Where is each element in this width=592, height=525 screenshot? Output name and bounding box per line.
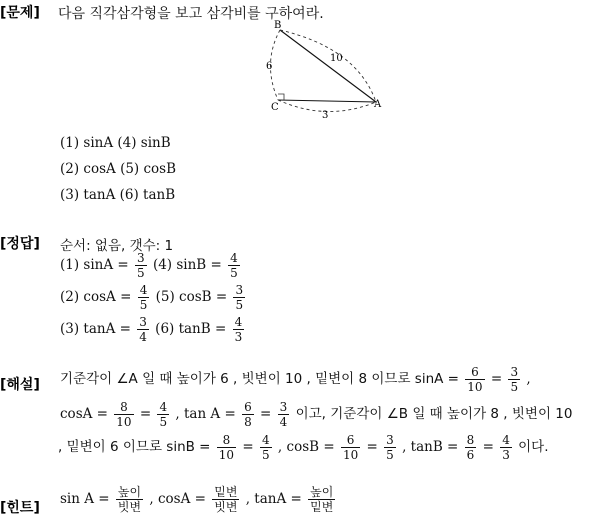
- explanation-line-2: [60, 401, 573, 428]
- explanation-2-frac-d: $\frac{3}{4}$: [279, 400, 288, 429]
- explanation-line-1: [60, 366, 531, 393]
- base-line: [278, 100, 376, 102]
- explanation-1-eq: =: [490, 371, 503, 387]
- explanation-3-frac-d: $\frac{3}{5}$: [386, 433, 394, 462]
- explanation-1-frac-b: $\frac{3}{5}$: [510, 365, 519, 394]
- explanation-3-text-b: , cosB =: [277, 439, 335, 455]
- explanation-3-frac-e: $\frac{8}{6}$: [466, 433, 475, 462]
- explanation-3-frac-c: $\frac{6}{10}$: [342, 433, 359, 462]
- problem-item-2: (2) cosA (5) cosB: [60, 161, 177, 177]
- side-label-base: 3: [322, 110, 329, 120]
- answer-2-fraction: $\frac{4}{5}$: [139, 283, 148, 312]
- explanation-3-frac-b: $\frac{4}{5}$: [261, 433, 270, 462]
- vertex-label-c: C: [271, 102, 279, 113]
- problem-item-1: (1) sinA (4) sinB: [60, 135, 171, 151]
- explanation-2-eq-a: =: [139, 406, 152, 422]
- answer-5-fraction: $\frac{3}{5}$: [235, 283, 244, 312]
- explanation-3-text-c: , tanB =: [402, 439, 459, 455]
- explanation-tag: [해설]: [0, 377, 40, 393]
- explanation-1-tail: ,: [526, 371, 531, 387]
- answer-3-fraction: $\frac{3}{4}$: [139, 315, 147, 344]
- side-label-vertical: 6: [266, 61, 273, 72]
- explanation-3-frac-a: $\frac{8}{10}$: [218, 433, 235, 462]
- answer-row-2: [60, 284, 247, 311]
- answer-1-fraction: $\frac{3}{5}$: [137, 251, 145, 280]
- explanation-2-text-c: 이고, 기준각이 ∠B 일 때 높이가 8 , 빗변이 10: [295, 406, 573, 422]
- problem-instruction: 다음 직각삼각형을 보고 삼각비를 구하여라.: [58, 6, 324, 22]
- hint-tan-fraction: $\frac{\text{높이}}{\text{밑변}}$: [310, 485, 334, 514]
- vertex-label-b: B: [274, 20, 282, 31]
- hint-sin-fraction: $\frac{\text{높이}}{\text{빗변}}$: [117, 485, 142, 514]
- answer-tag: [정답]: [0, 236, 40, 252]
- explanation-3-frac-f: $\frac{4}{3}$: [502, 433, 510, 462]
- explanation-2-frac-c: $\frac{6}{8}$: [244, 400, 252, 429]
- explanation-2-frac-a: $\frac{8}{10}$: [116, 400, 132, 429]
- hint-tan-label: , tanA =: [245, 491, 302, 507]
- explanation-2-text-b: , tan A =: [175, 406, 236, 422]
- answer-row-3: [60, 316, 246, 343]
- explanation-3-eq-a: =: [242, 439, 254, 455]
- vertex-label-a: A: [374, 99, 382, 110]
- explanation-3-eq-c: =: [482, 439, 494, 455]
- answer-2-label: (2) cosA =: [60, 289, 132, 305]
- problem-tag: [문제]: [0, 5, 40, 21]
- right-angle-mark: [278, 94, 284, 100]
- explanation-2-eq-b: =: [260, 406, 272, 422]
- answer-meta: 순서: 없음, 갯수: 1: [60, 238, 174, 254]
- hint-cos-label: , cosA =: [149, 491, 206, 507]
- explanation-2-text-a: cosA =: [60, 406, 108, 422]
- answer-6-fraction: $\frac{4}{3}$: [234, 315, 243, 344]
- hint-cos-fraction: $\frac{\text{밑변}}{\text{빗변}}$: [214, 485, 238, 514]
- explanation-3-eq-b: =: [366, 439, 378, 455]
- answer-3-label: (3) tanA =: [60, 321, 131, 337]
- answer-row-1: [60, 252, 242, 279]
- explanation-1-text: 기준각이 ∠A 일 때 높이가 6 , 빗변이 10 , 밑변이 8 이므로 sinA =: [60, 371, 459, 387]
- hint-formula: [60, 486, 337, 513]
- explanation-line-3: [58, 434, 549, 461]
- triangle-figure: [262, 18, 392, 120]
- explanation-3-tail: 이다.: [518, 439, 549, 455]
- side-label-hypotenuse: 10: [330, 53, 343, 64]
- hypotenuse-line: [280, 30, 376, 102]
- hint-tag: [힌트]: [0, 500, 40, 516]
- answer-4-fraction: $\frac{4}{5}$: [230, 251, 238, 280]
- explanation-1-frac-a: $\frac{6}{10}$: [467, 365, 483, 394]
- explanation-2-frac-b: $\frac{4}{5}$: [159, 400, 168, 429]
- problem-item-3: (3) tanA (6) tanB: [60, 187, 176, 203]
- answer-5-label: (5) cosB =: [155, 289, 228, 305]
- hint-sin-label: sin A =: [60, 491, 110, 507]
- explanation-3-text-a: , 밑변이 6 이므로 sinB =: [58, 439, 211, 455]
- answer-1-label: (1) sinA =: [60, 257, 129, 273]
- answer-6-label: (6) tanB =: [155, 321, 227, 337]
- answer-4-label: (4) sinB =: [152, 257, 222, 273]
